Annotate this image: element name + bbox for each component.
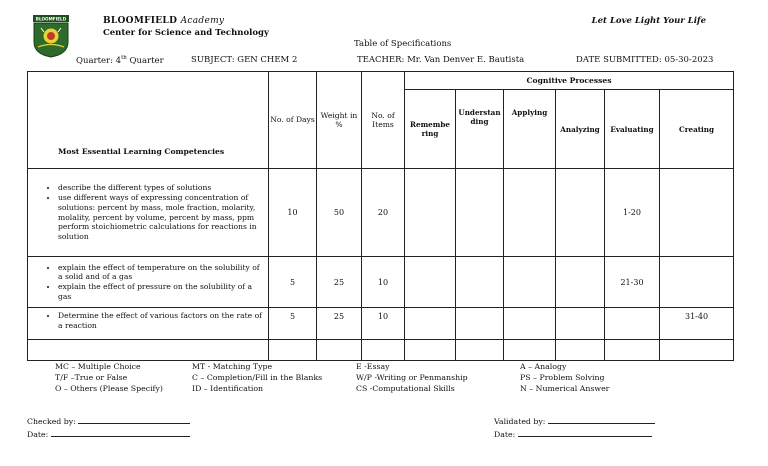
evaluating-cell <box>605 308 660 340</box>
subject-label: SUBJECT: GEN CHEM 2 <box>191 55 298 65</box>
specification-table <box>27 71 734 361</box>
days-cell: 10 <box>269 169 317 257</box>
analyzing-cell <box>556 169 605 257</box>
items-cell: 10 <box>362 257 405 308</box>
items-cell: 10 <box>362 308 405 340</box>
school-name: BLOOMFIELD Academy <box>103 16 225 26</box>
header-cognitive-processes: Cognitive Processes <box>405 72 734 90</box>
weight-cell: 50 <box>317 169 362 257</box>
table-row <box>28 169 734 257</box>
header-items: No. of Items <box>362 72 405 169</box>
header-competencies: Most Essential Learning Competencies <box>28 72 269 169</box>
header-understanding: Understan ding <box>456 90 504 169</box>
checked-by-block <box>27 415 190 440</box>
legend-column: E -Essay W/P -Writing or Penmanship CS -Computational Skills <box>356 362 468 393</box>
competency-item: • explain the effect of temperature on the solubility of a solid and of a gas <box>58 263 264 282</box>
school-logo <box>32 14 70 58</box>
validated-by-block <box>494 415 655 440</box>
date-line <box>518 428 652 437</box>
legend-column: MT - Matching Type C – Completion/Fill in the Blanks ID – Identification <box>192 362 323 393</box>
remembering-cell <box>405 169 456 257</box>
remembering-cell <box>405 257 456 308</box>
creating-cell <box>660 169 734 257</box>
days-cell: 5 <box>269 308 317 340</box>
logo-text: BLOOMFIELD <box>35 16 67 22</box>
table-row-empty <box>28 340 734 361</box>
items-cell: 20 <box>362 169 405 257</box>
applying-cell <box>504 308 556 340</box>
analyzing-cell <box>556 308 605 340</box>
understanding-cell <box>456 257 504 308</box>
weight-cell: 25 <box>317 308 362 340</box>
evaluating-cell: 1-20 <box>605 169 660 257</box>
header-remembering: Remembe ring <box>405 90 456 169</box>
applying-cell <box>504 257 556 308</box>
legend-column: MC – Multiple Choice T/F –True or False O – Others (Please Specify) <box>55 362 163 393</box>
validated-by-line <box>548 415 655 424</box>
creating-cell <box>660 257 734 308</box>
checked-by-line <box>78 415 190 424</box>
creating-cell: 31-40 <box>660 308 734 340</box>
understanding-cell <box>456 169 504 257</box>
competency-item: • describe the different types of solutions <box>58 183 264 193</box>
evaluating-cell: 21-30 <box>605 257 660 308</box>
school-subtitle: Center for Science and Technology <box>103 28 269 38</box>
header-applying: Applying <box>504 90 556 169</box>
table-row <box>28 308 734 340</box>
competency-cell <box>28 308 269 340</box>
school-motto: Let Love Light Your Life <box>591 16 706 26</box>
checked-by-label: Checked by: <box>27 417 76 426</box>
applying-cell <box>504 169 556 257</box>
legend-column: A – Analogy PS – Problem Solving N – Numerical Answer <box>520 362 610 393</box>
document-title: Table of Specifications <box>354 39 452 49</box>
analyzing-cell <box>556 257 605 308</box>
date-submitted: DATE SUBMITTED: 05-30-2023 <box>576 55 714 65</box>
validated-by-label: Validated by: <box>494 417 546 426</box>
days-cell: 5 <box>269 257 317 308</box>
header-days: No. of Days <box>269 72 317 169</box>
teacher-label: TEACHER: Mr. Van Denver E. Bautista <box>357 55 525 65</box>
header-evaluating: Evaluating <box>605 90 660 169</box>
quarter-label: Quarter: 4th Quarter <box>76 55 164 66</box>
weight-cell: 25 <box>317 257 362 308</box>
competency-cell <box>28 169 269 257</box>
competency-item: • explain the effect of pressure on the solubility of a gas <box>58 282 264 301</box>
header-weight: Weight in % <box>317 72 362 169</box>
competency-item: • Determine the effect of various factors on the rate of a reaction <box>58 311 264 330</box>
date-line <box>51 428 190 437</box>
date-label: Date: <box>494 429 516 439</box>
header-analyzing: Analyzing <box>556 90 605 169</box>
date-label: Date: <box>27 429 49 439</box>
understanding-cell <box>456 308 504 340</box>
header-creating: Creating <box>660 90 734 169</box>
table-row <box>28 257 734 308</box>
competency-cell <box>28 257 269 308</box>
remembering-cell <box>405 308 456 340</box>
competency-item: • use different ways of expressing concentration of solutions: percent by mass, mole fraction, molarity, molality, percent by volume, percent by mass, ppm perform stoichiometric calculations for reactions in solution <box>58 193 264 242</box>
